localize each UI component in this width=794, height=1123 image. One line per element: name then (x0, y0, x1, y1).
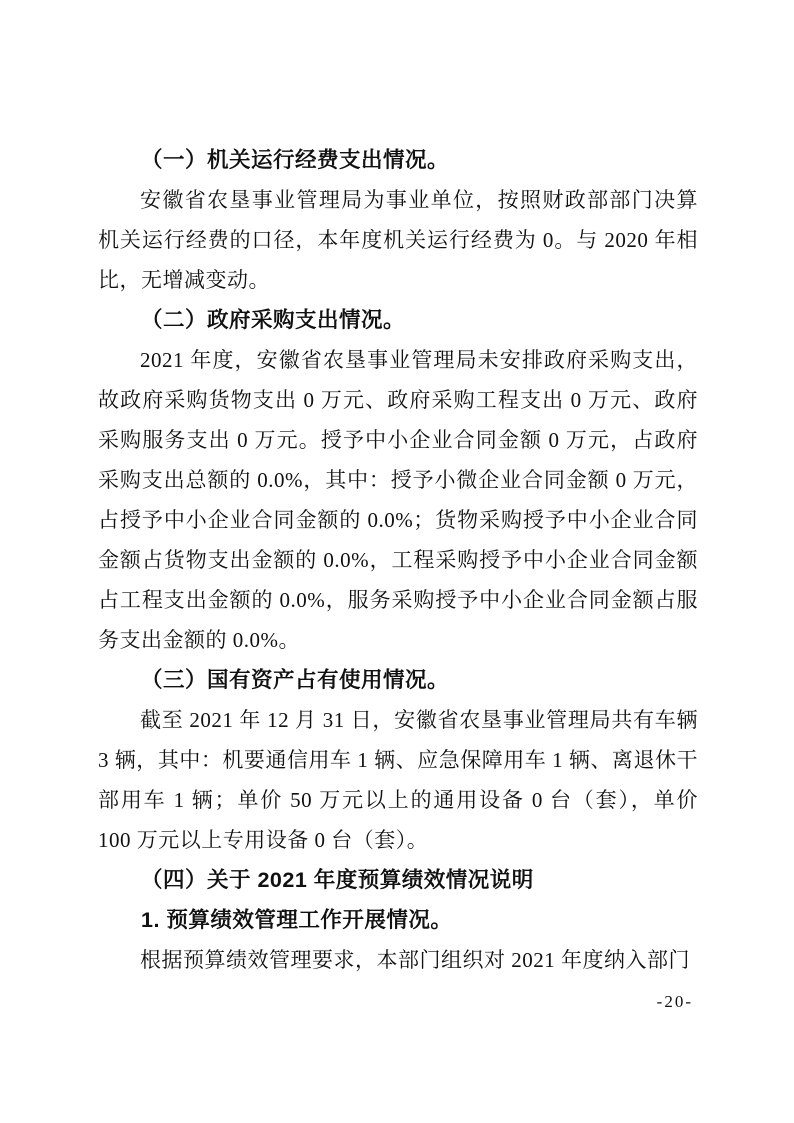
subheading-performance-management: 1. 预算绩效管理工作开展情况。 (141, 908, 453, 932)
para-government-procurement: 2021 年度，安徽省农垦事业管理局未安排政府采购支出，故政府采购货物支出 0 万元、政府采购工程支出 0 万元、政府采购服务支出 0 万元。授予中小企业合同金额 0 万元，占政府采购支出总额的 0.0%，其中：授予小微企业合同金额 0 万元，占授予中小企业合同金额的 0.0%；货物采购授予中小企业合同金额占货物支出金额的 0.0%，工程采购授予中小企业合同金额占工程支出金额的 0.0%，服务采购授予中小企业合同金额占服务支出金额的 0.0%。 (98, 348, 698, 652)
heading-budget-performance: （四）关于 2021 年度预算绩效情况说明 (141, 868, 534, 892)
document-body (98, 140, 698, 980)
page-number: -20- (656, 992, 693, 1011)
heading-state-owned-assets: （三）国有资产占有使用情况。 (141, 668, 450, 692)
para-state-owned-assets: 截至 2021 年 12 月 31 日，安徽省农垦事业管理局共有车辆 3 辆，其中：机要通信用车 1 辆、应急保障用车 1 辆、离退休干部用车 1 辆；单价 50 万元以上的通用设备 0 台（套），单价 100 万元以上专用设备 0 台（套）。 (98, 708, 698, 852)
para-performance-management: 根据预算绩效管理要求，本部门组织对 2021 年度纳入部门 (140, 948, 690, 972)
para-agency-operating-expense: 安徽省农垦事业管理局为事业单位，按照财政部部门决算机关运行经费的口径，本年度机关运行经费为 0。与 2020 年相比，无增减变动。 (98, 188, 698, 292)
heading-agency-operating-expense: （一）机关运行经费支出情况。 (141, 148, 450, 172)
heading-government-procurement: （二）政府采购支出情况。 (141, 308, 406, 332)
